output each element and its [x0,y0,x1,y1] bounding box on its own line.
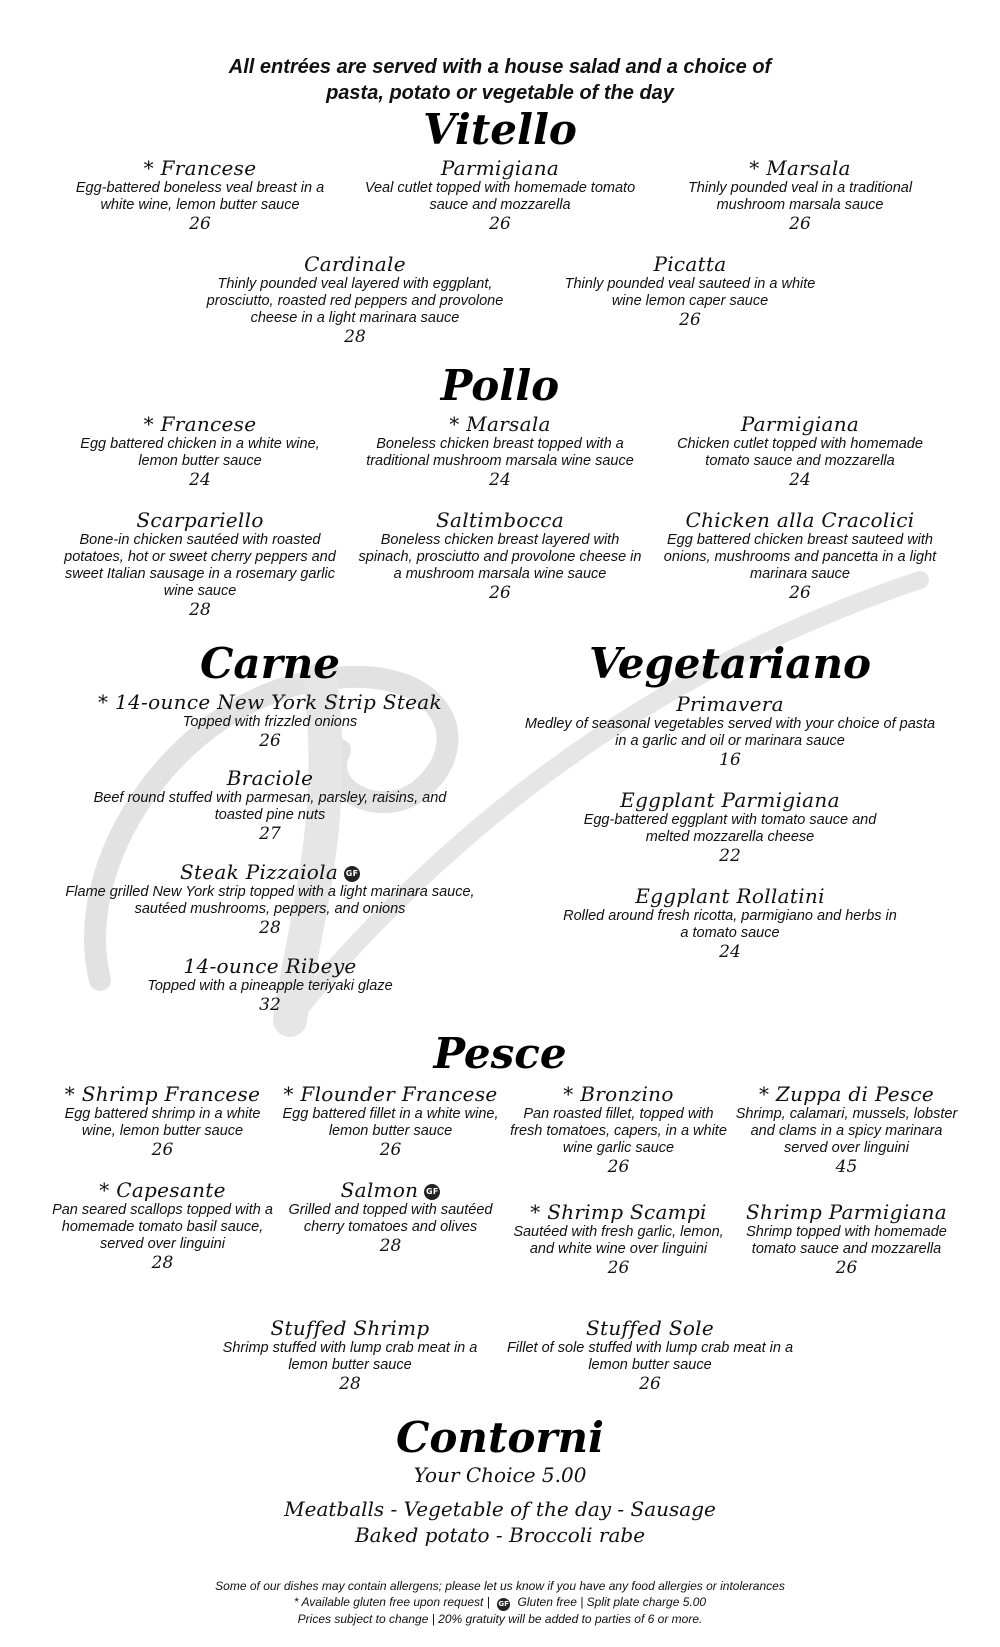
item-name: * Flounder Francese [283,1082,498,1106]
menu-item [560,884,900,962]
item-description: Egg battered chicken breast sauteed with onions, mushrooms and pancetta in a light marinara sauce [663,532,937,582]
item-description: Shrimp topped with homemade tomato sauce and mozzarella [746,1224,947,1257]
item-description: Thinly pounded veal layered with eggplant, prosciutto, roasted red peppers and provolone cheese in a light marinara sauce [206,276,504,326]
item-price: 28 [189,600,211,620]
item-name: Saltimbocca [436,508,564,532]
item-price: 26 [259,731,281,751]
menu-item [50,1082,275,1160]
item-name: * 14-ounce New York Strip Steak [98,690,442,714]
item-name: Cardinale [304,252,406,276]
item-price: 26 [489,583,511,603]
gluten-free-badge-icon: GF [344,866,360,882]
menu-item [660,508,940,603]
item-price: 24 [489,470,511,490]
item-description: Sautéed with fresh garlic, lemon, and white wine over linguini [513,1224,724,1257]
item-price: 32 [259,995,281,1015]
item-name: Shrimp Parmigiana [745,1200,948,1224]
item-description: Chicken cutlet topped with homemade tomato sauce and mozzarella [677,436,923,469]
item-price: 26 [789,583,811,603]
item-name: * Shrimp Scampi [530,1200,707,1224]
menu-item [660,412,940,490]
item-description: Topped with frizzled onions [182,714,358,730]
item-name: Stuffed Shrimp [270,1316,430,1340]
intro-text: All entrées are served with a house salad and a choice of pasta, potato or vegetable of the day [228,56,772,104]
item-price: 26 [607,1258,630,1278]
item-description: Thinly pounded veal in a traditional mushroom marsala sauce [687,180,913,213]
item-price: 28 [151,1253,174,1273]
item-name: * Capesante [99,1178,226,1202]
section-title-contorni: Contorni [395,1413,604,1462]
item-price: 26 [639,1374,661,1394]
section-title-pesce: Pesce [433,1029,567,1078]
item-price: 26 [789,214,811,234]
item-price: 24 [189,470,211,490]
item-price: 16 [719,750,741,770]
item-name: Parmigiana [740,412,860,436]
item-description: Egg battered fillet in a white wine, lemon butter sauce [282,1106,499,1139]
item-price: 26 [189,214,211,234]
item-description: Pan roasted fillet, topped with fresh tomatoes, capers, in a white wine garlic sauce [510,1106,727,1156]
item-price: 26 [489,214,511,234]
item-name: 14-ounce Ribeye [183,954,357,978]
item-description: Veal cutlet topped with homemade tomato sauce and mozzarella [364,180,636,213]
menu-item [50,860,490,938]
section-title-vegetariano: Vegetariano [588,639,871,688]
item-description: Egg-battered boneless veal breast in a white wine, lemon butter sauce [75,180,325,213]
item-price: 22 [719,846,741,866]
item-name: Chicken alla Cracolici [685,508,915,532]
item-description: Shrimp stuffed with lump crab meat in a lemon butter sauce [222,1340,478,1373]
item-name: * Shrimp Francese [64,1082,261,1106]
menu-item [90,766,450,844]
item-price: 28 [344,327,366,347]
item-name: Parmigiana [440,156,560,180]
menu-item [60,508,340,620]
section-title-carne: Carne [199,639,341,688]
item-price: 26 [607,1157,630,1177]
item-description: Pan seared scallops topped with a homemade tomato basil sauce, served over linguini [52,1202,273,1252]
menu-item [660,156,940,234]
contorni-list: Meatballs - Vegetable of the day - Sausage Baked potato - Broccoli rabe [284,1497,716,1547]
item-description: Rolled around fresh ricotta, parmigiano and herbs in a tomato sauce [563,908,897,941]
item-name: * Bronzino [563,1082,674,1106]
item-description: Egg battered shrimp in a white wine, lemon butter sauce [64,1106,261,1139]
menu-item [506,1200,731,1278]
item-price: 27 [259,824,281,844]
item-name: * Francese [143,156,257,180]
item-description: Thinly pounded veal sauteed in a white wine lemon caper sauce [564,276,816,309]
menu-item [506,1082,731,1177]
item-price: 26 [151,1140,174,1160]
item-description: Shrimp, calamari, mussels, lobster and clams in a spicy marinara served over linguini [735,1106,958,1156]
item-name: Primavera [676,692,784,716]
menu-item [520,692,940,770]
item-name: Salmon GF [340,1178,439,1202]
section-title-pollo: Pollo [440,361,560,410]
item-price: 24 [719,942,741,962]
menu-item [60,156,340,234]
item-description: Medley of seasonal vegetables served with your choice of pasta in a garlic and oil or marinara sauce [524,716,936,749]
item-price: 28 [259,918,281,938]
item-description: Topped with a pineapple teriyaki glaze [147,978,393,994]
menu-item [570,788,890,866]
section-title-vitello: Vitello [423,105,577,154]
item-description: Flame grilled New York strip topped with a light marinara sauce, sautéed mushrooms, peppers, and onions [65,884,475,917]
gluten-free-badge-icon: GF [497,1598,510,1611]
item-name: Stuffed Sole [586,1316,714,1340]
menu-item [60,690,480,751]
menu-item [50,1178,275,1273]
menu-item [355,508,645,603]
item-name: Steak Pizzaiola GF [179,860,359,884]
menu-item [278,1178,503,1256]
item-description: Egg battered chicken in a white wine, lemon butter sauce [80,436,320,469]
menu-item [278,1082,503,1160]
item-name: Scarpariello [136,508,264,532]
item-description: Grilled and topped with sautéed cherry tomatoes and olives [288,1202,493,1235]
item-price: 28 [339,1374,361,1394]
item-name: * Zuppa di Pesce [758,1082,935,1106]
item-description: Boneless chicken breast topped with a traditional mushroom marsala wine sauce [366,436,634,469]
item-name: * Marsala [749,156,851,180]
item-price: 26 [835,1258,858,1278]
item-description: Egg-battered eggplant with tomato sauce and melted mozzarella cheese [583,812,877,845]
item-name: Eggplant Parmigiana [620,788,840,812]
item-description: Beef round stuffed with parmesan, parsley, raisins, and toasted pine nuts [93,790,447,823]
item-price: 28 [379,1236,402,1256]
contorni-price: Your Choice 5.00 [413,1463,587,1487]
item-name: Braciole [226,766,314,790]
menu-item [90,954,450,1015]
footer-notes: Some of our dishes may contain allergens; please let us know if you have any food allergies or intolerances * Available gluten free upon request | GF Gluten free | Split plate charge 5.00 Prices subject to change | 20% gratuity will be added to parties of 6 or more. [215,1579,785,1626]
item-description: Fillet of sole stuffed with lump crab meat in a lemon butter sauce [506,1340,794,1373]
menu-item [355,412,645,490]
menu-item [505,1316,795,1394]
item-description: Boneless chicken breast layered with spinach, prosciutto and provolone cheese in a mushroom marsala wine sauce [358,532,642,582]
menu-item [355,156,645,234]
menu-item [210,1316,490,1394]
item-price: 26 [379,1140,402,1160]
menu-item [60,412,340,490]
menu-item [734,1082,959,1177]
menu-item [550,252,830,330]
item-name: * Marsala [449,412,551,436]
item-description: Bone-in chicken sautéed with roasted potatoes, hot or sweet cherry peppers and sweet Italian sausage in a rosemary garlic wine sauce [64,532,336,599]
item-price: 24 [789,470,811,490]
item-price: 45 [835,1157,858,1177]
item-name: Eggplant Rollatini [635,884,825,908]
gluten-free-badge-icon: GF [424,1184,440,1200]
item-name: Picatta [653,252,727,276]
menu-item [205,252,505,347]
menu-item [734,1200,959,1278]
item-name: * Francese [143,412,257,436]
item-price: 26 [679,310,701,330]
